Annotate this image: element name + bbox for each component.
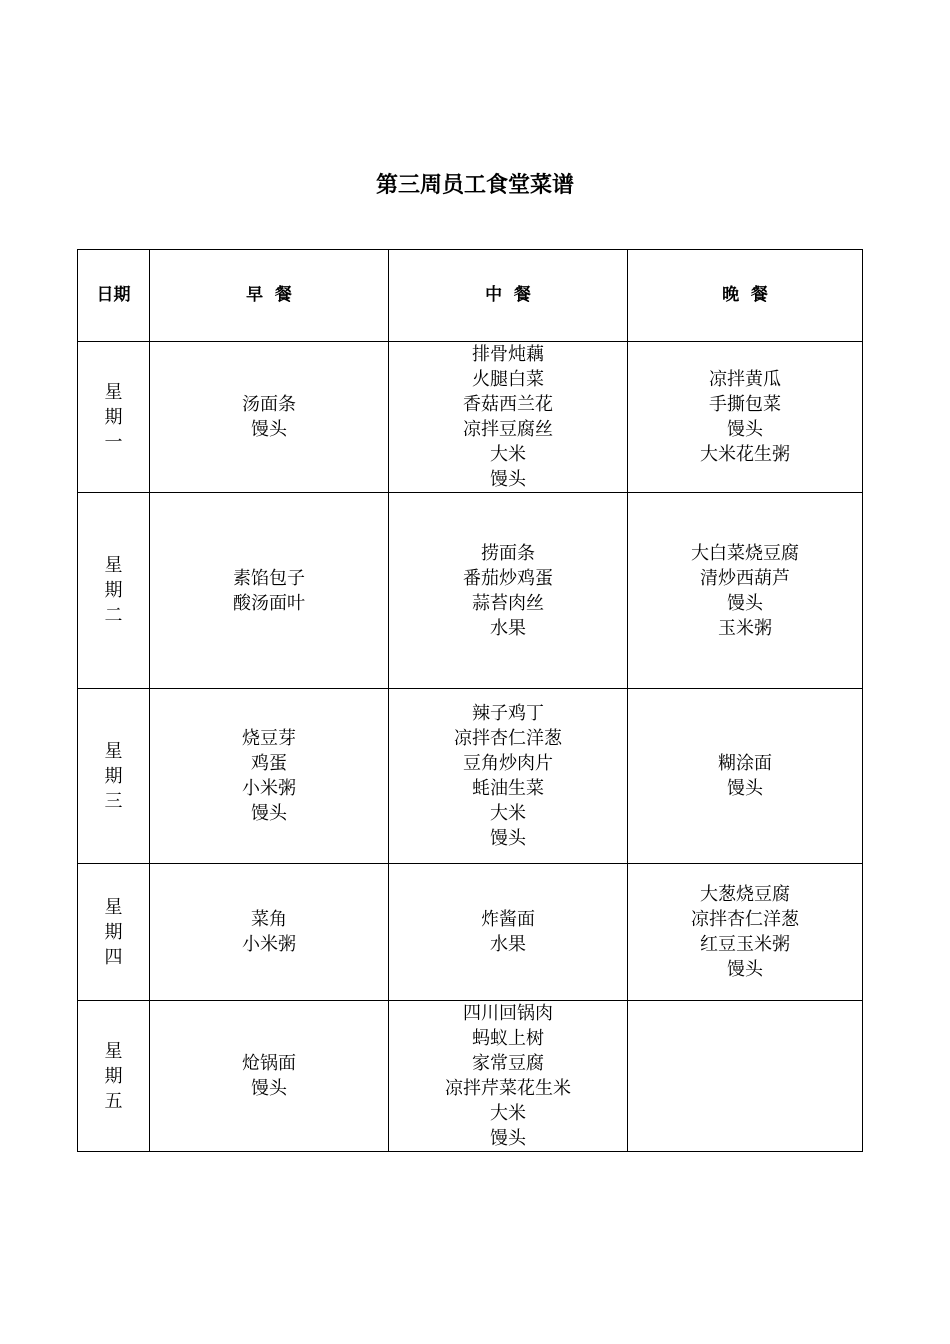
dish-item: 汤面条 (242, 394, 296, 415)
dish-item: 小米粥 (242, 778, 296, 799)
header-dinner: 晚 餐 (628, 250, 863, 342)
dish-item: 红豆玉米粥 (700, 934, 790, 955)
day-char: 一 (104, 431, 123, 453)
header-date: 日期 (78, 250, 150, 342)
dish-item: 清炒西葫芦 (700, 567, 790, 589)
table-row (78, 864, 863, 1001)
dish-item: 凉拌杏仁洋葱 (454, 728, 562, 749)
menu-table (77, 249, 863, 1152)
breakfast-cell (150, 493, 389, 689)
dish-item: 小米粥 (242, 934, 296, 955)
day-char: 三 (104, 790, 123, 812)
day-char: 期 (104, 580, 123, 601)
dish-item: 馒头 (727, 592, 763, 614)
dish-item: 馒头 (490, 469, 526, 490)
header-lunch: 中 餐 (389, 250, 628, 342)
dish-item: 馒头 (251, 1078, 287, 1099)
day-char: 五 (104, 1090, 123, 1112)
day-char: 星 (104, 381, 123, 403)
dish-item: 四川回锅肉 (463, 1003, 553, 1024)
dish-item: 蚝油生菜 (472, 778, 544, 799)
day-char: 期 (104, 921, 123, 943)
breakfast-cell (150, 689, 389, 864)
dish-item: 火腿白菜 (472, 369, 544, 390)
dish-item: 水果 (490, 617, 526, 639)
dish-item: 大米 (490, 803, 526, 824)
day-cell (78, 864, 150, 1001)
day-cell (78, 342, 150, 493)
day-cell (78, 1001, 150, 1152)
day-cell (78, 689, 150, 864)
dish-item: 香菇西兰花 (463, 394, 553, 415)
day-char: 二 (104, 605, 123, 626)
dish-item: 馒头 (727, 419, 763, 440)
dish-item: 大葱烧豆腐 (700, 884, 790, 905)
dish-item: 凉拌杏仁洋葱 (691, 909, 799, 930)
dinner-cell (628, 1001, 863, 1152)
dish-item: 蚂蚁上树 (472, 1028, 544, 1049)
dish-item: 大米花生粥 (700, 444, 790, 465)
dish-item: 凉拌芹菜花生米 (445, 1078, 571, 1099)
day-char: 期 (104, 1065, 123, 1087)
dish-item: 豆角炒肉片 (463, 753, 553, 774)
dish-item: 烧豆芽 (242, 728, 296, 749)
dinner-cell (628, 342, 863, 493)
lunch-cell (389, 342, 628, 493)
table-row (78, 689, 863, 864)
dish-item: 馒头 (490, 828, 526, 849)
dish-item: 捞面条 (481, 542, 535, 564)
dish-item: 蒜苔肉丝 (472, 592, 544, 614)
lunch-cell (389, 1001, 628, 1152)
dinner-cell (628, 864, 863, 1001)
dish-item: 馒头 (727, 959, 763, 980)
dish-item: 糊涂面 (718, 753, 772, 774)
dish-item: 素馅包子 (233, 567, 305, 589)
page-title: 第三周员工食堂菜谱 (375, 173, 574, 198)
dish-item: 菜角 (251, 909, 287, 930)
lunch-cell (389, 864, 628, 1001)
dish-item: 玉米粥 (718, 617, 772, 639)
lunch-cell (389, 493, 628, 689)
dish-item: 鸡蛋 (251, 753, 287, 774)
dish-item: 家常豆腐 (472, 1053, 544, 1074)
day-char: 期 (104, 406, 123, 428)
dish-item: 炝锅面 (242, 1053, 296, 1074)
dish-item: 馒头 (251, 419, 287, 440)
breakfast-cell (150, 864, 389, 1001)
day-char: 期 (104, 765, 123, 787)
day-char: 星 (104, 555, 123, 576)
table-row (78, 1001, 863, 1152)
dish-item: 水果 (490, 934, 526, 955)
dish-item: 辣子鸡丁 (472, 703, 544, 724)
dish-item: 凉拌黄瓜 (709, 369, 781, 390)
day-char: 星 (104, 896, 123, 918)
day-char: 四 (104, 946, 123, 968)
dish-item: 酸汤面叶 (233, 592, 305, 614)
day-cell (78, 493, 150, 689)
dish-item: 馒头 (490, 1128, 526, 1149)
lunch-cell (389, 689, 628, 864)
breakfast-cell (150, 1001, 389, 1152)
dish-item: 排骨炖藕 (472, 344, 544, 365)
dinner-cell (628, 689, 863, 864)
dish-item: 馒头 (251, 803, 287, 824)
dish-item: 大米 (490, 444, 526, 465)
table-row (78, 493, 863, 689)
dish-item: 馒头 (727, 778, 763, 799)
table-row (78, 342, 863, 493)
dish-item: 炸酱面 (481, 909, 535, 930)
day-char: 星 (104, 740, 123, 762)
breakfast-cell (150, 342, 389, 493)
dinner-cell (628, 493, 863, 689)
dish-item: 番茄炒鸡蛋 (463, 567, 553, 589)
day-char: 星 (104, 1040, 123, 1062)
dish-item: 凉拌豆腐丝 (463, 419, 553, 440)
header-row (78, 250, 863, 342)
dish-item: 大白菜烧豆腐 (691, 542, 799, 564)
header-breakfast: 早 餐 (150, 250, 389, 342)
dish-item: 大米 (490, 1103, 526, 1124)
dish-item: 手撕包菜 (709, 394, 781, 415)
